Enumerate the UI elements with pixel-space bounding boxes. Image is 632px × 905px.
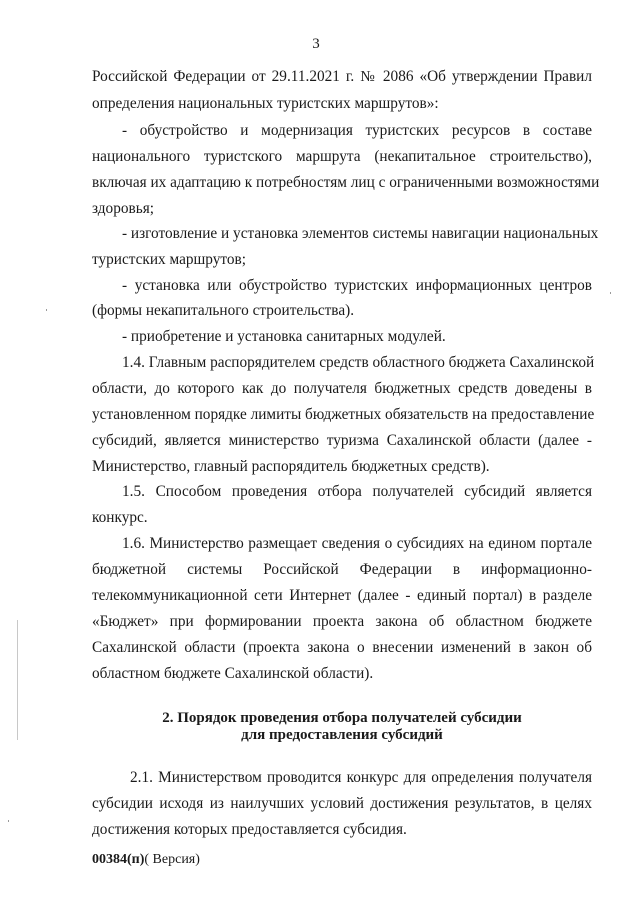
text-line: установленном порядке лимиты бюджетных обязательств на предоставление (92, 406, 595, 423)
section-heading-line-1: 2. Порядок проведения отбора получателей субсидии (162, 710, 522, 726)
section-heading-line-2: для предоставления субсидий (241, 727, 443, 743)
text-line: «Бюджет» при формировании проекта закона об областном бюджете (92, 613, 592, 630)
text-line: определения национальных туристских маршрутов»: (92, 95, 439, 112)
document-code: 00384(п) (92, 852, 145, 867)
text-line: Российской Федерации от 29.11.2021 г. № 2086 «Об утверждении Правил (92, 68, 592, 85)
scan-speck (8, 820, 9, 822)
text-line: 1.5. Способом проведения отбора получателей субсидий является (122, 483, 592, 500)
text-line: конкурс. (92, 509, 148, 526)
text-line: области, до которого как до получателя бюджетных средств доведены в (92, 380, 592, 397)
text-line: Сахалинской области (проекта закона о внесении изменений в закон об (92, 639, 592, 656)
page-number: 3 (312, 36, 320, 52)
text-line: национального туристского маршрута (некапитальное строительство), (92, 148, 592, 165)
text-line: - приобретение и установка санитарных модулей. (122, 328, 446, 345)
text-line: бюджетной системы Российской Федерации в информационно- (92, 561, 592, 578)
text-line: (формы некапитального строительства). (92, 302, 355, 319)
text-line: 2.1. Министерством проводится конкурс для определения получателя (130, 769, 592, 786)
text-line: - обустройство и модернизация туристских ресурсов в составе (122, 122, 592, 139)
text-line: туристских маршрутов; (92, 251, 246, 268)
scan-speck (46, 309, 47, 311)
text-line: 1.4. Главным распорядителем средств областного бюджета Сахалинской (122, 354, 595, 371)
text-line: достижения которых предоставляется субсидия. (92, 821, 407, 838)
text-line: - установка или обустройство туристских информационных центров (122, 277, 592, 294)
text-line: телекоммуникационной сети Интернет (далее - единый портал) в разделе (92, 587, 592, 604)
text-line: субсидий, является министерство туризма Сахалинской области (далее - (92, 432, 592, 449)
text-line: 1.6. Министерство размещает сведения о субсидиях на едином портале (122, 535, 592, 552)
text-line: субсидии исходя из наилучших условий достижения результатов, в целях (92, 795, 592, 812)
text-line: областном бюджете Сахалинской области). (92, 665, 374, 682)
text-line: - изготовление и установка элементов системы навигации национальных (122, 225, 599, 242)
document-version: ( Версия) (144, 852, 200, 867)
text-line: Министерство, главный распорядитель бюджетных средств). (92, 458, 490, 475)
scan-speck (610, 292, 611, 294)
text-line: включая их адаптацию к потребностям лиц с ограниченными возможностями (92, 174, 600, 191)
footer (92, 850, 200, 870)
text-line: здоровья; (92, 200, 154, 217)
scan-edge-line (17, 620, 18, 740)
